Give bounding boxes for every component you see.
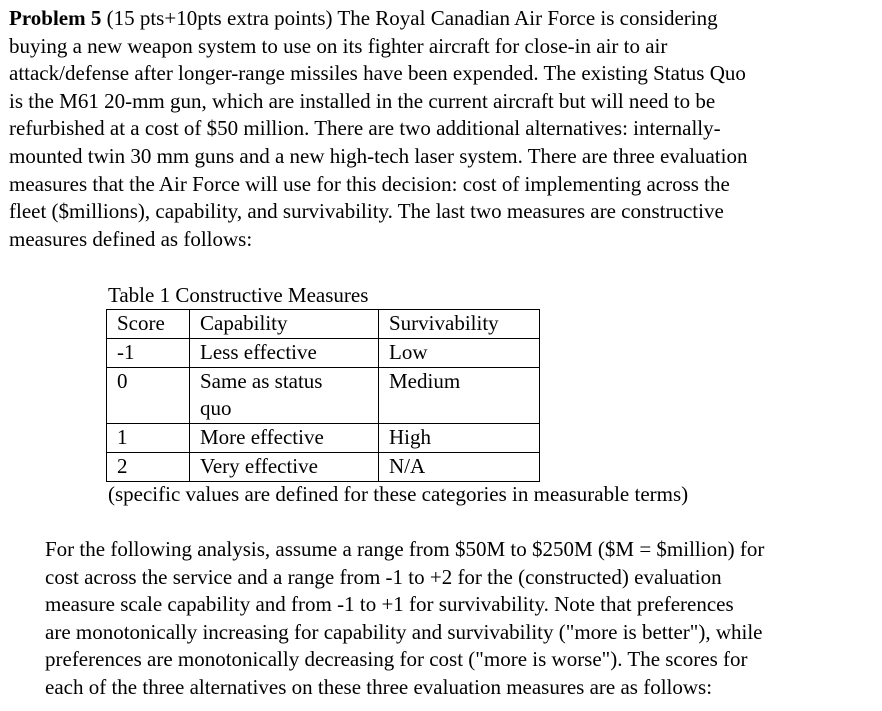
problem-statement bbox=[9, 5, 871, 253]
score-cell: -1 bbox=[107, 339, 190, 368]
problem-line: is the M61 20-mm gun, which are installed in the current aircraft but will need to be bbox=[9, 88, 716, 113]
score-cell: 2 bbox=[107, 453, 190, 482]
problem-line: measures that the Air Force will use for this decision: cost of implementing across the bbox=[9, 171, 730, 196]
table-row bbox=[107, 339, 540, 368]
table-note: (specific values are defined for these categories in measurable terms) bbox=[108, 482, 689, 506]
analysis-line: For the following analysis, assume a range from $50M to $250M ($M = $million) for bbox=[45, 537, 765, 561]
analysis-line: preferences are monotonically decreasing for cost ("more is worse"). The scores for bbox=[45, 647, 748, 672]
header-score: Score bbox=[107, 310, 190, 339]
table-row bbox=[107, 453, 540, 482]
analysis-line: are monotonically increasing for capability and survivability ("more is better"), while bbox=[45, 619, 763, 644]
problem-points: (15 pts+10pts extra points) bbox=[106, 6, 333, 30]
survivability-cell: High bbox=[379, 424, 540, 453]
capability-cell: Same as status quo bbox=[190, 368, 379, 424]
survivability-cell: N/A bbox=[379, 453, 540, 482]
survivability-cell: Low bbox=[379, 339, 540, 368]
header-capability: Capability bbox=[190, 310, 379, 339]
analysis-paragraph bbox=[45, 536, 877, 702]
table-header-row bbox=[107, 310, 540, 339]
problem-label: Problem 5 bbox=[9, 6, 102, 30]
score-cell: 1 bbox=[107, 424, 190, 453]
problem-first-line bbox=[9, 5, 871, 33]
table-caption: Table 1 Constructive Measures bbox=[108, 283, 369, 307]
table-row bbox=[107, 368, 540, 424]
problem-first-line-text: The Royal Canadian Air Force is considering bbox=[337, 6, 718, 30]
table-row bbox=[107, 424, 540, 453]
analysis-line: cost across the service and a range from -1 to +2 for the (constructed) evaluation bbox=[45, 564, 722, 589]
problem-line: fleet ($millions), capability, and survivability. The last two measures are constructive bbox=[9, 199, 724, 224]
problem-line: buying a new weapon system to use on its fighter aircraft for close-in air to air bbox=[9, 33, 668, 58]
capability-cell: Very effective bbox=[190, 453, 379, 482]
problem-line: mounted twin 30 mm guns and a new high-tech laser system. There are three evaluation bbox=[9, 143, 748, 168]
problem-line: refurbished at a cost of $50 million. There are two additional alternatives: internally- bbox=[9, 116, 721, 141]
analysis-line: measure scale capability and from -1 to +1 for survivability. Note that preferences bbox=[45, 592, 734, 617]
problem-line: attack/defense after longer-range missiles have been expended. The existing Status Quo bbox=[9, 61, 746, 86]
header-survivability: Survivability bbox=[379, 310, 540, 339]
analysis-line: each of the three alternatives on these three evaluation measures are as follows: bbox=[45, 674, 713, 699]
survivability-cell: Medium bbox=[379, 368, 540, 424]
capability-cell: More effective bbox=[190, 424, 379, 453]
constructive-measures-table bbox=[106, 309, 540, 482]
score-cell: 0 bbox=[107, 368, 190, 424]
problem-line: measures defined as follows: bbox=[9, 226, 253, 251]
capability-cell: Less effective bbox=[190, 339, 379, 368]
